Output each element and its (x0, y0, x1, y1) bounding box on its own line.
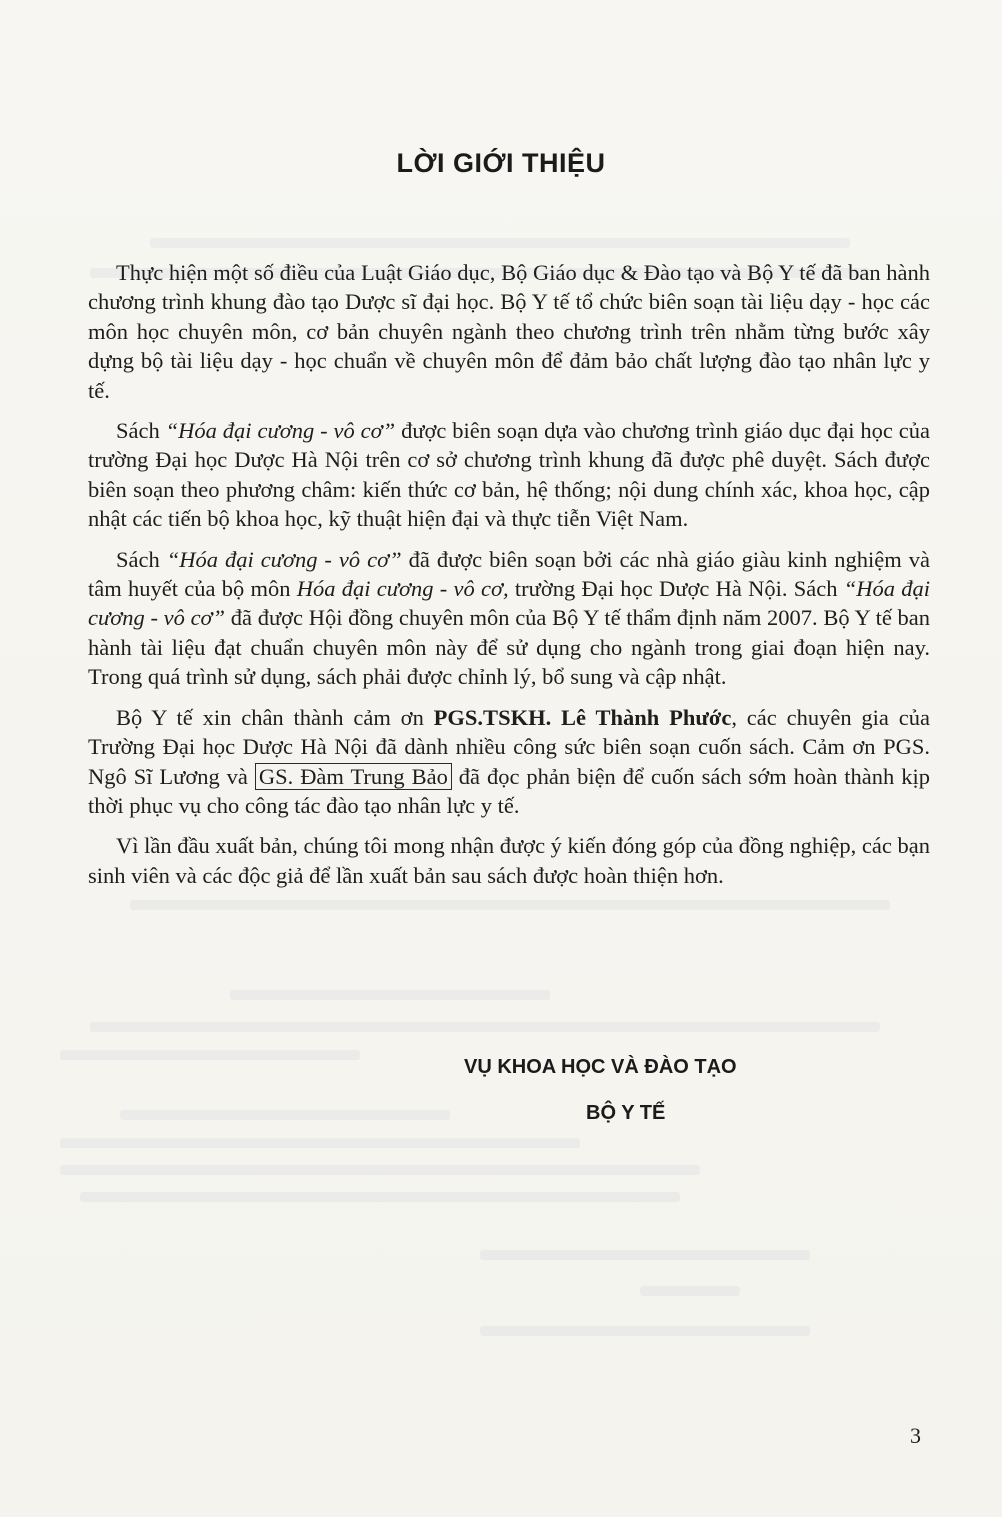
paragraph-2 (88, 416, 930, 534)
bleed-through-line (230, 990, 550, 1000)
bleed-through-line (130, 900, 890, 910)
signoff-department: VỤ KHOA HỌC VÀ ĐÀO TẠO (464, 1056, 737, 1078)
book-title-italic: “Hóa đại cương - vô cơ” (166, 546, 402, 572)
text-run: trường Đại học Dược Hà Nội. Sách (508, 576, 844, 602)
text-run: đã được Hội đồng chuyên môn của Bộ Y tế thẩm định năm 2007. Bộ Y tế ban hành tài liệu đạt chuẩn chuyên môn này để sử dụng cho ngành trong giai đoạn hiện nay. Trong quá trình sử dụng, sách phải được chỉnh lý, bổ sung và cập nhật. (88, 605, 930, 690)
text-run: Bộ Y tế xin chân thành cảm ơn (116, 704, 434, 730)
bleed-through-line (150, 238, 850, 248)
department-name-italic: Hóa đại cương - vô cơ, (296, 576, 509, 602)
bleed-through-line (480, 1326, 810, 1336)
text-run: đã được biên soạn bởi các nhà giáo giàu kinh nghiệm và tâm huyết của bộ môn (88, 546, 930, 602)
paragraph-5: Vì lần đầu xuất bản, chúng tôi mong nhận được ý kiến đóng góp của đồng nghiệp, các bạn sinh viên và các độc giả để lần xuất bản sau sách được hoàn thiện hơn. (88, 833, 930, 888)
text-run: đã đọc phản biện để cuốn sách sớm hoàn thành kịp thời phục vụ cho công tác đào tạo nhân lực y tế. (88, 763, 930, 818)
text-run: , các chuyên gia của Trường Đại học Dược Hà Nội đã dành nhiều công sức biên soạn cuốn sách. Cảm ơn PGS. Ngô Sĩ Lương và (88, 704, 930, 789)
bleed-through-line (640, 1286, 740, 1296)
author-name-bold: PGS.TSKH. Lê Thành Phước (433, 704, 732, 730)
paragraph-3 (88, 545, 930, 692)
signoff-ministry: BỘ Y TẾ (586, 1102, 666, 1124)
text-run: Sách (116, 546, 167, 572)
text-run: Sách (116, 418, 166, 444)
book-title-italic: “Hóa đại cương - vô cơ” (88, 576, 931, 631)
bleed-through-line (480, 1250, 810, 1260)
bleed-through-line (80, 1192, 680, 1202)
bleed-through-line (60, 1165, 700, 1175)
paragraph-4 (88, 703, 930, 821)
book-title-italic: “Hóa đại cương - vô cơ” (165, 418, 396, 444)
intro-body (88, 258, 930, 901)
bleed-through-line (120, 1110, 450, 1120)
bleed-through-line (60, 1050, 360, 1060)
page-number: 3 (910, 1423, 921, 1448)
page-title: LỜI GIỚI THIỆU (396, 148, 606, 178)
bleed-through-line (60, 1138, 580, 1148)
paragraph-1: Thực hiện một số điều của Luật Giáo dục, Bộ Giáo dục & Đào tạo và Bộ Y tế đã ban hành chương trình khung đào tạo Dược sĩ đại học. Bộ Y tế tổ chức biên soạn tài liệu dạy - học các môn học chuyên môn, cơ bản chuyên ngành theo chương trình trên nhằm từng bước xây dựng bộ tài liệu dạy - học chuẩn về chuyên môn để đảm bảo chất lượng đào tạo nhân lực y tế. (88, 260, 930, 403)
bleed-through-line (90, 1022, 880, 1032)
reviewer-name-boxed: GS. Đàm Trung Bảo (255, 763, 452, 790)
text-run: được biên soạn dựa vào chương trình giáo dục đại học của trường Đại học Dược Hà Nội trên cơ sở chương trình khung đã được phê duyệt. Sách được biên soạn theo phương châm: kiến thức cơ bản, hệ thống; nội dung chính xác, khoa học, cập nhật các tiến bộ khoa học, kỹ thuật hiện đại và thực tiễn Việt Nam. (88, 418, 930, 532)
